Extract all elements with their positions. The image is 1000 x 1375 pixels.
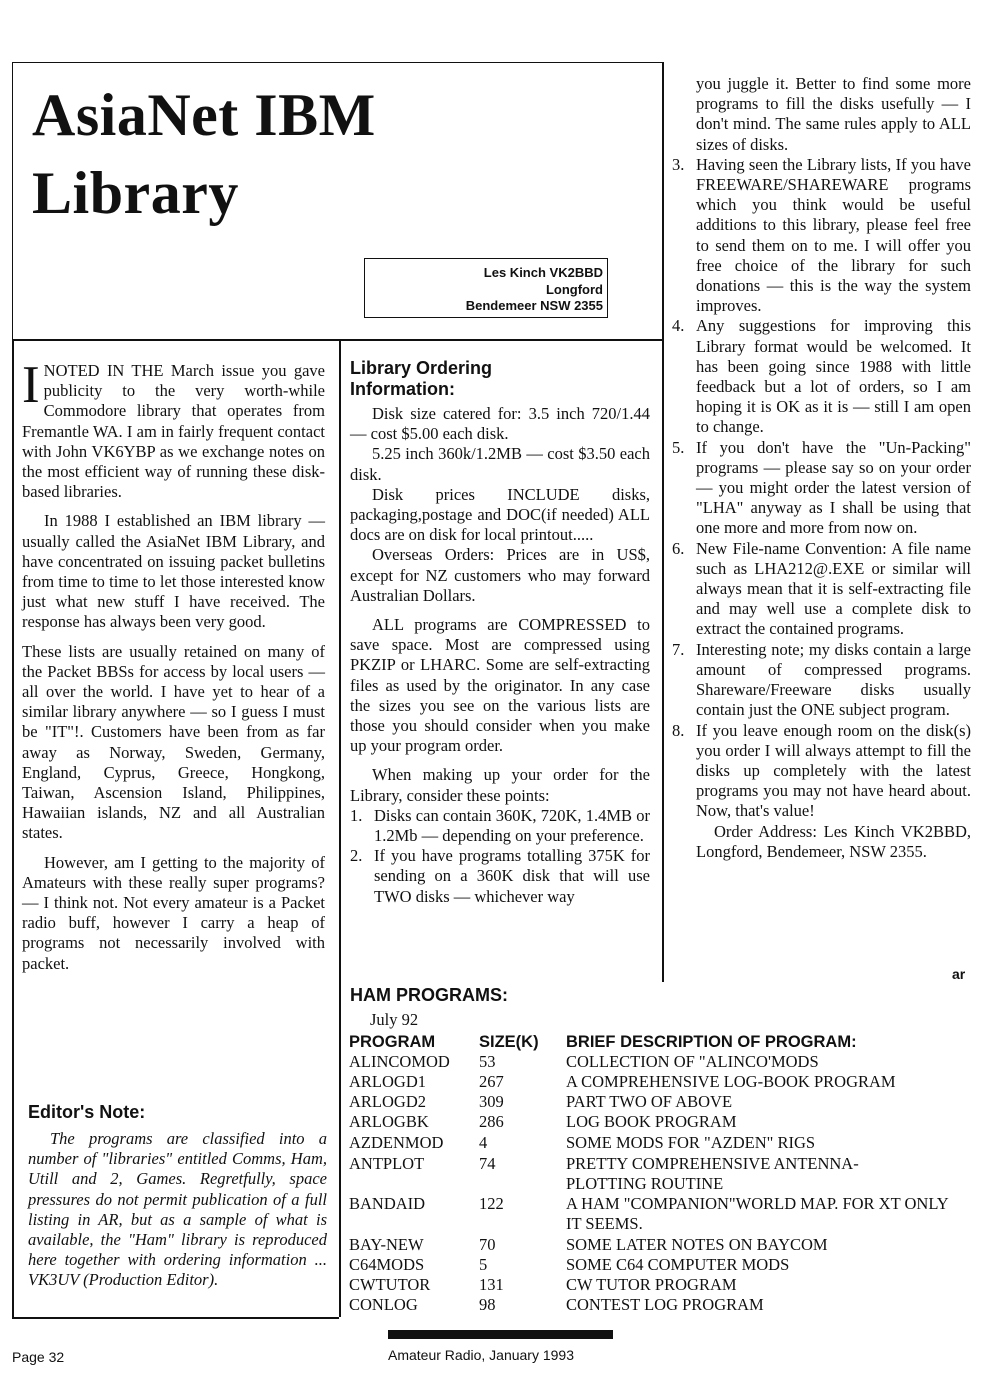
order-address: Order Address: Les Kinch VK2BBD, Longford, Bendemeer, NSW 2355.: [696, 821, 971, 861]
ordering-paragraph-6: When making up your order for the Library, consider these points:: [350, 765, 650, 805]
author-name: Les Kinch VK2BBD: [483, 265, 603, 280]
editor-note-body: The programs are classified into a number of "libraries" entitled Comms, Ham, Utill and 2, Games. Regretfully, space pressures do not permit publication of a full listing in AR, but as a sample of what is available, the "Ham" library is reproduced here together with ordering information ... VK3UV (Production Editor).: [28, 1129, 327, 1290]
list-item: 2. If you have programs totalling 375K for sending on a 360K disk that will use TWO disks — whichever way: [350, 846, 650, 906]
ordering-paragraph-2: 5.25 inch 360k/1.2MB — cost $3.50 each disk.: [350, 444, 650, 484]
title-line-1: AsiaNet IBM: [32, 82, 376, 148]
ordering-column: [350, 358, 650, 907]
footer-bar: [388, 1330, 613, 1339]
col-program-header: PROGRAM: [349, 1033, 436, 1051]
divider-left-col: [12, 339, 14, 1317]
intro-paragraph-1: INOTED IN THE March issue you gave publicity to the very worth-while Commodore library that operates from Fremantle WA. I am in fairly frequent contact with John VK6YBP as we exchange notes on the most efficient way of running these disk-based libraries.: [22, 356, 325, 502]
divider-bottom: [12, 1317, 339, 1319]
list-item: 4. Any suggestions for improving this Library format would be welcomed. It has been going since 1988 with little feedback but a lot of orders, so I am hoping it is OK as it is — still I am open to change.: [672, 316, 971, 437]
publication-name: Amateur Radio, January 1993: [388, 1347, 574, 1363]
list-item: 8. If you leave enough room on the disk(s) you order I will always attempt to fill the disks up completely with the latest programs you may not have heard about. Now, that's value!: [672, 720, 971, 821]
author-box: [364, 258, 608, 318]
divider-right-top: [662, 62, 664, 982]
drop-cap: I: [22, 356, 40, 414]
col-size-header: SIZE(K): [479, 1033, 539, 1051]
ham-programs-heading: HAM PROGRAMS:: [350, 985, 508, 1005]
title-line-2: Library: [32, 160, 239, 226]
ordering-points: [350, 806, 650, 907]
ordering-paragraph-5: ALL programs are COMPRESSED to save space. Most are compressed using PKZIP or LHARC. Some are self-extracting files as used by the originator. In any case the sizes you see on the various lists are those you should consider when you make up your program order.: [350, 615, 650, 756]
divider-title-bottom: [12, 339, 663, 341]
list-item: 3. Having seen the Library lists, If you have FREEWARE/SHAREWARE programs which you think would be useful additions to this library, please feel free to send them on to me. I will offer you free choice of the library for such donations — this is the way the system improves.: [672, 154, 971, 316]
divider-middle-col: [339, 339, 341, 1317]
intro-paragraph-4: However, am I getting to the majority of Amateurs with these really super programs? — I think not. Not every amateur is a Packet radio buff, however I carry a heap of programs not necessarily involved with packet.: [22, 852, 325, 973]
page-number: Page 32: [12, 1349, 65, 1365]
author-town: Longford: [545, 281, 603, 297]
intro-paragraph-2: In 1988 I established an IBM library — usually called the AsiaNet IBM Library, and have concentrated on issuing packet bulletins from time to time to let those interested know just what new stuff I have received. The response has always been very good.: [22, 511, 325, 632]
list-item: 7. Interesting note; my disks contain a large amount of compressed programs. Shareware/Freeware disks usually contain just the ONE subject program.: [672, 639, 971, 720]
program-table: PROGRAM SIZE(K) BRIEF DESCRIPTION OF PROGRAM: ALINCOMOD 53 COLLECTION OF "ALINCO'MODS ARLOGD1 267 A COMPREHENSIVE LOG-BOOK PROGRAM ARLOGD2 309 PART TWO OF ABOVE ARLOGBK 286 LOG BOOK PROGRAM AZDENMOD 4 SOME MODS FOR "AZDEN" RIGS ANTPLOT 74 PRETTY COMPREHENSIVE ANTENNA-PLOTTING ROUTINE BANDAID 122 A HAM "COMPANION"WORLD MAP. FOR XT ONLY IT SEEMS. BAY-NEW 70 SOME LATER NOTES ON BAYCOM C64MODS 5 SOME C64 COMPUTER MODS CWTUTOR 131 CW TUTOR PROGRAM CONLOG 98 CONTEST LOG PROGRAM: [349, 1032, 979, 1317]
ham-programs-date: July 92: [370, 1010, 419, 1029]
ordering-heading: Library Ordering Information:: [350, 358, 493, 399]
intro-column: [22, 356, 325, 974]
article-title: [32, 76, 376, 232]
editor-note-heading: Editor's Note:: [28, 1102, 146, 1122]
continued-text: you juggle it. Better to find some more programs to fill the disks usefully — I don't mind. The same rules apply to ALL sizes of disks.: [696, 74, 971, 154]
right-points: [672, 155, 971, 822]
col-desc-header: BRIEF DESCRIPTION OF PROGRAM:: [566, 1033, 857, 1051]
list-item: 5. If you don't have the "Un-Packing" programs — please say so on your order — you might order the latest version of "LHA" anyway as I shall be using that one more and more from now on.: [672, 437, 971, 538]
list-item: 1. Disks can contain 360K, 720K, 1.4MB or 1.2Mb — depending on your preference.: [350, 805, 650, 846]
ordering-paragraph-1: Disk size catered for: 3.5 inch 720/1.44 — cost $5.00 each disk.: [350, 404, 650, 444]
list-item: 6. New File-name Convention: A file name such as LHA212@.EXE or similar will always mean that it is self-extracting file and may well use a complete disk to extract the contained programs.: [672, 538, 971, 639]
ordering-paragraph-4: Overseas Orders: Prices are in US$, except for NZ customers who may forward Australian Dollars.: [350, 545, 650, 605]
author-address: Bendemeer NSW 2355: [465, 298, 603, 313]
right-column: [672, 74, 971, 862]
editor-note: [28, 1102, 327, 1291]
intro-paragraph-3: These lists are usually retained on many of the Packet BBSs for access by local users — all over the world. I have yet to hear of a similar library anywhere — so I guess I must be "IT"!. Customers have been from as far away as Norway, Sweden, Germany, England, Cyprus, Greece, Hongkong, Taiwan, Ascension Island, Philippines, Hawaiian islands, NZ and all Australian states.: [22, 641, 325, 843]
ordering-paragraph-3: Disk prices INCLUDE disks, packaging,postage and DOC(if needed) ALL docs are on disk for local printout.....: [350, 484, 650, 545]
end-mark: ar: [952, 966, 966, 982]
